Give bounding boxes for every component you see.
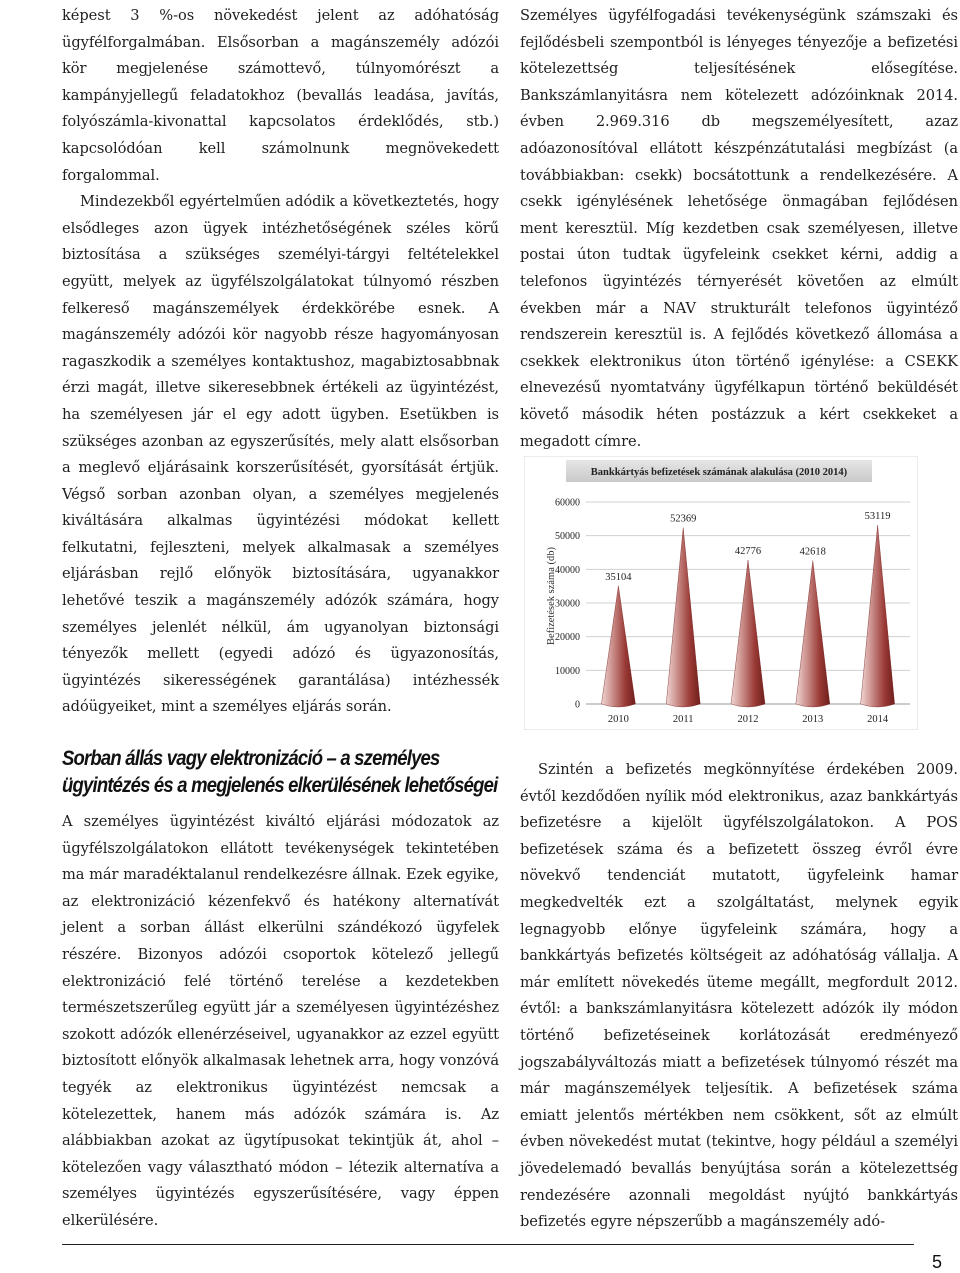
chart-frame [524,456,918,730]
paragraph-2: Mindezekből egyértelműen adódik a következtetés, hogy elsődleges azon ügyek intézhetőségének széles körű biztosítása a szükséges személyi-tárgyi feltételekkel együtt, melyek az ügyfélszolgálatokat túlnyomó részben felkereső magánszemélyek érdekkörébe esnek. A magánszemély adózói kör nagyobb része hagyományosan ragaszkodik a személyes kontaktushoz, magabiztosabbnak érzi magát, illetve sikeresebbnek értékeli az ügyintézést, ha személyesen jár el egy adott ügyben. Esetükben is szükséges azonban az egyszerűsítés, mely alatt elsősorban a meglevő eljárásaink korszerűsítését, gyorsítását értjük. Végső sorban azonban olyan, a személyes megjelenés kiváltására alkalmas ügyintézési módokat kellett felkutatni, fejleszteni, melyek alkalmasak a személyes eljárásban rejlő előnyök biztosítására, ugyanakkor lehetővé teszik a magánszemély adózók számára, hogy személyes jelenlét nélkül, ám ugyanolyan biztonsági tényezők mellett (egyedi adózó és ügyazonosítás, ügyintézés sikerességének garantálása) intézhessék adóügyeiket, mint a személyes eljárás során. [62,193,499,716]
x-tick-label-2012: 2012 [737,714,759,725]
section-heading-line-2: ügyintézés és a megjelenés elkerülésének lehetőségei [62,774,498,797]
page-number: 5 [932,1252,943,1272]
data-label-2014: 53119 [864,511,891,523]
x-tick-label-2011: 2011 [672,714,694,725]
x-tick-label-2013: 2013 [802,714,824,725]
y-tick-label: 50000 [555,531,580,543]
y-tick-label: 40000 [555,564,580,576]
y-tick-label: 30000 [555,598,580,610]
data-label-2012: 42776 [734,545,762,557]
paragraph-4: A személyes ügyintézést kiváltó eljárási módozatok az ügyfélszolgálatokon ellátott tevékenységek tekintetében ma már maradéktalanul rendelkezésre állnak. Ezek egyike, az elektronizáció kézenfekvő és hatékony alternatívát jelent a sorban állást elkerülni szándékozó ügyfelek részére. Bizonyos adózói csoportok kötelező jellegű elektronizáció felé történő terelése a kezdetekben természetszerűleg együtt jár a személyesen ügyintézéshez szokott adózók ellenérzéseivel, ugyanakkor az ezzel együtt biztosított előnyök alkalmasak lehetnek arra, hogy vonzóvá tegyék az elektronikus ügyintézést nemcsak a kötelezettek, hanem más adózók számára is. Az alábbiakban azokat az ügytípusokat tekintjük át, ahol – kötelezően vagy választható módon – létezik alternatíva a személyes ügyintézés egyszerűsítésére, vagy éppen elkerülésére. [62,813,499,1229]
data-label-2011: 52369 [670,513,697,525]
y-tick-label: 20000 [555,632,580,644]
y-tick-label: 0 [575,699,580,711]
footer-rule [62,1244,914,1245]
x-tick-label-2010: 2010 [607,714,629,725]
data-label-2010: 35104 [605,571,632,583]
section-heading [62,745,498,799]
y-tick-label: 60000 [555,497,580,509]
left-column [62,0,499,721]
right-column [520,0,958,455]
data-label-2013: 42618 [799,546,826,558]
section-heading-line-1: Sorban állás vagy elektronizáció – a személyes [62,747,440,770]
chart-svg [524,456,918,730]
paragraph-3: Személyes ügyfélfogadási tevékenységünk számszaki és fejlődésbeli szempontból is lényeges tényezője a befizetési kötelezettség teljesítésének elősegítése. Bankszámlanyitásra nem kötelezett adózóinknak 2014. évben 2.969.316 db megszemélyesített, azaz adóazonosítóval ellátott készpénzátutalási megbízást (a továbbiakban: csekk) bocsátottunk a rendelkezésére. A csekk igénylésének lehetősége önmagában fejlődésen ment keresztül. Míg kezdetben csak személyesen, illetve postai úton tudtak ügyfeleink csekket kérni, addig a telefonos ügyintézés térnyerését követően az elmúlt években már a NAV strukturált telefonos ügyintéző rendszerein keresztül is. A fejlődés következő állomása a csekkek elektronikus úton történő igénylése: a CSEKK elnevezésű nyomtatvány ügyfélkapun történő beküldését követő második héten postázzuk a kért csekkeket a megadott címre. [520,7,958,450]
paragraph-5: Szintén a befizetés megkönnyítése érdekében 2009. évtől kezdődően nyílik mód elektronikus, azaz bankkártyás befizetésre a kijelölt ügyfélszolgálatokon. A POS befizetések száma és a befizetett összeg évről évre növekvő tendenciát mutatott, ügyfeleink hamar megkedvelték ezt a szolgáltatást, melynek egyik legnagyobb előnye ügyfeleink számára, hogy a bankkártyás befizetés költségeit az adóhatóság vállalja. A már említett növekedés üteme megállt, megfordult 2012. évtől: a bankszámlanyitásra kötelezett adózók ily módon történő befizetéseinek korlátozását eredményező jogszabályváltozás miatt a befizetések túlnyomó részét ma már magánszemélyek teljesítik. A befizetések száma emiatt jelentős mértékben nem csökkent, sőt az elmúlt évben növekedést mutat (tekintve, hogy például a személyi jövedelemadó bevallás benyújtása során a kötelezettség rendezésére azonnali megoldást nyújtó bankkártyás befizetés egyre népszerűbb a magánszemély adó- [520,761,958,1231]
x-tick-label-2014: 2014 [867,714,889,725]
paragraph-1: képest 3 %-os növekedést jelent az adóhatóság ügyfélforgalmában. Elsősorban a magánszemély adózói kör megjelenése számottevő, túlnyomórészt a kampányjellegű feladatokhoz (bevallás leadása, javítás, folyószámla-kivonattal kapcsolatos érdeklődés, stb.) kapcsolódóan kell számolnunk megnövekedett forgalommal. [62,7,499,184]
y-axis-label: Befizetések száma (db) [546,547,557,645]
chart-title: Bankkártyás befizetések számának alakulása (2010 2014) [590,467,848,478]
bank-card-payments-chart [524,456,918,730]
y-tick-label: 10000 [555,665,580,677]
